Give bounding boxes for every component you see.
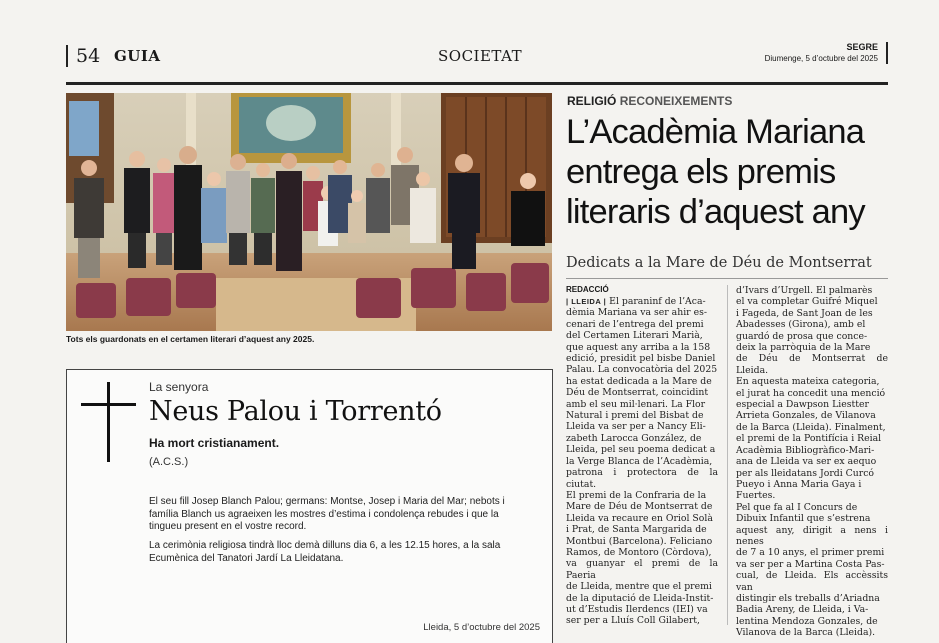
headline-line: L’Acadèmia Mariana bbox=[566, 113, 865, 151]
section-title: SOCIETAT bbox=[438, 47, 523, 65]
headline-line: entrega els premis bbox=[566, 153, 836, 191]
article-text-line: Lleida va ser per a Nancy Eli- bbox=[566, 421, 706, 433]
header-bar bbox=[886, 42, 888, 64]
article-text-line: ana de Lleida va ser ex aequo bbox=[736, 456, 877, 468]
article-byline: REDACCIÓ bbox=[566, 285, 609, 294]
article-text-line: Acadèmia Bibliogràfico-Mari- bbox=[736, 444, 875, 456]
article-text-line: de 7 a 10 anys, el primer premi bbox=[736, 547, 885, 559]
obituary-notice bbox=[66, 369, 553, 643]
article-text-line: El premi de la Confraria de la bbox=[566, 489, 707, 501]
article-subheadline: Dedicats a la Mare de Déu de Montserrat bbox=[566, 255, 872, 271]
article-text-line: aquest any, dirigit a nens i nenes bbox=[736, 524, 888, 547]
article-text-line: Arrieta Gonzales, de Vilanova bbox=[736, 410, 876, 422]
article-text-line: lentina Mendoza Gonzales, de bbox=[736, 615, 878, 627]
article-text-line: de la Barca (Lleida). Finalment, bbox=[736, 421, 886, 433]
award-group-photo bbox=[66, 93, 552, 331]
article-text-line: Palau. La convocatòria del 2025 bbox=[566, 364, 718, 376]
article-text-line: Dibuix Infantil que s’estrena bbox=[736, 513, 871, 525]
page-header bbox=[66, 42, 888, 82]
article-text-line: cenari de l’entrega del premi bbox=[566, 318, 704, 330]
obituary-title: La senyora bbox=[149, 380, 209, 394]
article-text-line: ha estat dedicada a la Mare de bbox=[566, 375, 712, 387]
article-text-line: de la diputació de Lleida-Instit- bbox=[566, 592, 714, 604]
article-kicker bbox=[567, 94, 732, 108]
article-text-line: ser per a Lluís Coll Gilabert, bbox=[566, 615, 700, 627]
article-text-line: Badia Areny, de Lleida, i Va- bbox=[736, 604, 869, 616]
article-text-line: Abadesses (Girona), amb el bbox=[736, 319, 866, 331]
article-text-line: Déu de Montserrat, coincidint bbox=[566, 387, 709, 399]
article-text-line: zabeth Larocca González, de bbox=[566, 432, 702, 444]
page-number: 54 bbox=[66, 45, 100, 67]
header-rule bbox=[66, 82, 888, 85]
article-text-line: deix la parròquia de la Mare bbox=[736, 342, 871, 354]
article-text-line: cual, de Lleida. Els accèssits van bbox=[736, 570, 888, 593]
article-text-line: edició, presidit pel bisbe Daniel bbox=[566, 353, 716, 365]
article-location: | LLEIDA | bbox=[566, 297, 607, 306]
article-text-line: Pel que fa al I Concurs de bbox=[736, 501, 858, 513]
headline-line: literaris d’aquest any bbox=[566, 193, 865, 231]
article-text-line: del Certamen Literari Marià, bbox=[566, 330, 703, 342]
article-text-line: patrona i protectora de la ciutat. bbox=[566, 467, 718, 490]
article-text-line: va ser per a Martina Costa Pas- bbox=[736, 558, 885, 570]
obituary-family-text: El seu fill Josep Blanch Palou; germans: Montse, Josep i Maria del Mar; nebots i família Blanch us agraeixen les mostres d’estima i condolença rebudes i que la tingueu present en el vostre record. bbox=[149, 496, 505, 532]
article-column-1 bbox=[566, 296, 718, 627]
article-text-line: el va completar Guifré Miquel bbox=[736, 296, 878, 308]
cross-icon-bar bbox=[81, 403, 136, 406]
article-text-line: el premi de la Pontifícia i Reial bbox=[736, 433, 882, 445]
obituary-ceremony-text: La cerimònia religiosa tindrà lloc demà dilluns dia 6, a les 12.15 hores, a la sala Ecumènica del Tanatori Jardí La Lleidatana. bbox=[149, 540, 501, 564]
deceased-name: Neus Palou i Torrentó bbox=[149, 396, 442, 427]
article-text-line: Mare de Déu de Montserrat de bbox=[566, 501, 713, 513]
article-text-line: de Déu de Montserrat de Lleida. bbox=[736, 353, 888, 376]
article-headline bbox=[566, 112, 896, 232]
article-text-line: Lleida, pel seu poema dedicat a bbox=[566, 444, 716, 456]
cross-icon bbox=[107, 382, 110, 462]
article-text-line: especial a Dawpson Liestter bbox=[736, 399, 869, 411]
article-text-line: El paraninf de l’Aca- bbox=[609, 296, 706, 307]
article-text-line: de Lleida, mentre que el premi bbox=[566, 581, 712, 593]
article-text-line: Ramos, de Montoro (Còrdova), bbox=[566, 546, 712, 558]
issue-date: Diumenge, 5 d’octubre del 2025 bbox=[764, 54, 878, 63]
masthead-info bbox=[765, 42, 878, 63]
photo-caption: Tots els guardonats en el certamen literari d’aquest any 2025. bbox=[66, 334, 315, 344]
article-text-line: Vilanova de la Barca (Lleida). bbox=[736, 627, 876, 639]
article-text-line: per als lleidatans Jordi Curcó bbox=[736, 467, 875, 479]
obituary-signature: Lleida, 5 d’octubre del 2025 bbox=[423, 622, 540, 633]
article-text-line: Natural i premi del Bisbat de bbox=[566, 410, 704, 422]
article-text-line: d’Ivars d’Urgell. El palmarès bbox=[736, 285, 873, 296]
article-text-line: el jurat ha concedit una menció bbox=[736, 387, 886, 399]
article-text-line: va guanyar el premi de la Paeria bbox=[566, 558, 718, 581]
article-text-line: Montbui (Barcelona). Feliciano bbox=[566, 535, 713, 547]
column-separator bbox=[727, 285, 728, 625]
article-text-line: amb el seu mil·lenari. La Flor bbox=[566, 398, 706, 410]
article-text-line: Fuertes. bbox=[736, 490, 776, 502]
article-text-line: Lleida va recaure en Oriol Solà bbox=[566, 512, 713, 524]
kicker-category: RELIGIÓ bbox=[567, 94, 617, 108]
photo-illustration bbox=[66, 93, 552, 331]
article-text-line: la Verge Blanca de l’Acadèmia, bbox=[566, 455, 713, 467]
article-column-2 bbox=[736, 285, 888, 639]
article-rule bbox=[566, 278, 888, 279]
obituary-status: Ha mort cristianament. bbox=[149, 436, 280, 450]
obituary-acs: (A.C.S.) bbox=[149, 456, 189, 468]
article-text-line: guardó de prosa que conce- bbox=[736, 330, 868, 342]
newspaper-name: SEGRE bbox=[846, 42, 878, 52]
article-text-line: que aquest any arriba a la 158 bbox=[566, 341, 711, 353]
article-text-line: distingir els treballs d’Ariadna bbox=[736, 592, 880, 604]
kicker-subcategory: RECONEIXEMENTS bbox=[619, 94, 733, 108]
article-text-line: Pueyo i Anna Maria Gaya i bbox=[736, 478, 862, 490]
article-text-line: ut d’Estudis Ilerdencs (IEI) va bbox=[566, 603, 708, 615]
article-text-line: i Fageda, de Sant Joan de les bbox=[736, 307, 873, 319]
guide-label: GUIA bbox=[114, 47, 161, 65]
article-text-line: dèmia Mariana va ser ahir es- bbox=[566, 307, 707, 319]
article-text-line: i Prat, de Santa Margarida de bbox=[566, 524, 707, 536]
article-text-line: En aquesta mateixa categoria, bbox=[736, 376, 880, 388]
